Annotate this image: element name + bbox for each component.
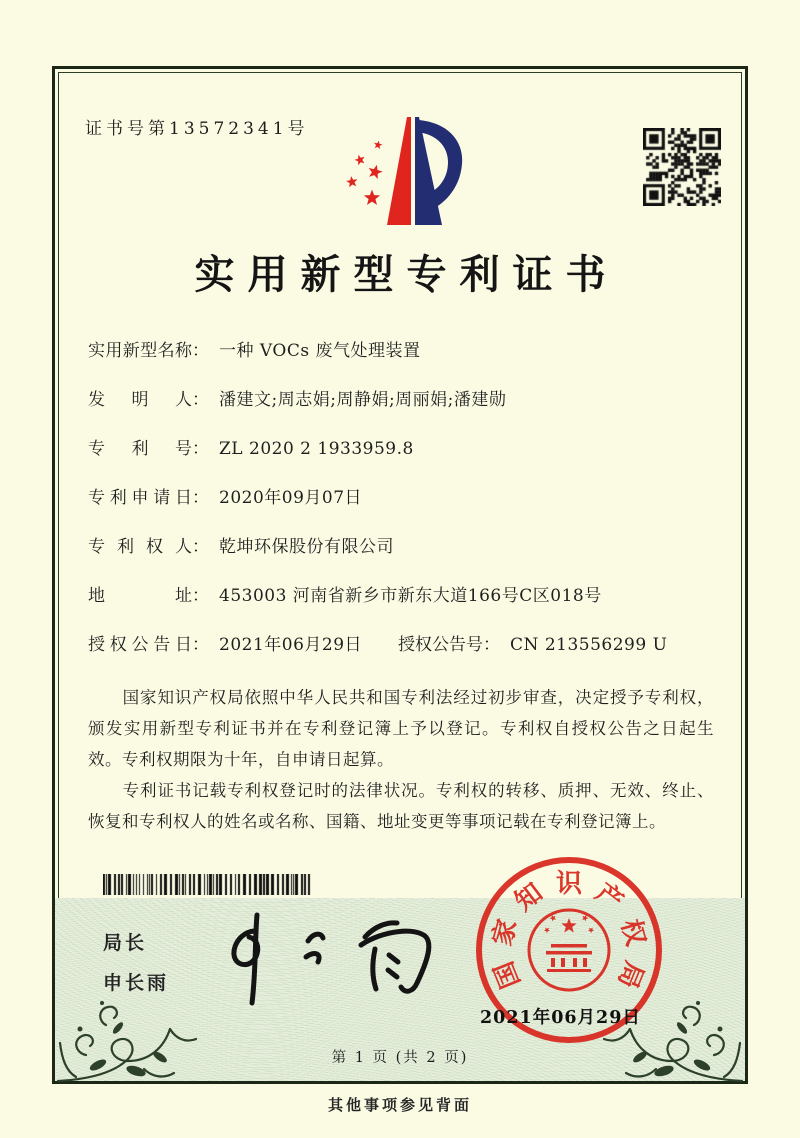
paragraph: 国家知识产权局依照中华人民共和国专利法经过初步审查，决定授予专利权，颁发实用新型专利证书并在专利登记簿上予以登记。专利权自授权公告之日起生效。专利权期限为十年，自申请日起算。 [88, 688, 714, 769]
grant-no-value: CN 213556299 U [510, 635, 668, 655]
svg-text:家: 家 [487, 916, 524, 950]
field-row: 专利申请日 ： 2020年09月07日 [88, 488, 363, 508]
field-value: ZL 2020 2 1933959.8 [219, 439, 414, 459]
grant-date-label: 授权公告日 [88, 635, 192, 655]
grant-row: 授权公告日 ： 2021年06月29日 授权公告号 ： CN 213556299 U [88, 635, 668, 655]
svg-text:知: 知 [509, 877, 549, 918]
seal-date: 2021年06月29日 [480, 1008, 641, 1028]
back-note: 其他事项参见背面 [327, 1096, 472, 1114]
svg-text:权: 权 [614, 916, 651, 950]
field-label: 专利号 [88, 439, 192, 459]
certificate-number: 证书号第13572341号 [85, 119, 309, 139]
grant-no-label: 授权公告号 [398, 635, 484, 655]
field-label: 实用新型名称 [88, 341, 192, 361]
field-row: 地址 ： 453003 河南省新乡市新东大道166号C区018号 [88, 586, 602, 606]
svg-text:产: 产 [589, 877, 629, 918]
field-value: 潘建文;周志娟;周静娟;周丽娟;潘建勋 [219, 390, 507, 410]
field-value: 453003 河南省新乡市新东大道166号C区018号 [219, 586, 602, 606]
grant-date-value: 2021年06月29日 [219, 635, 363, 655]
qr-code [643, 128, 721, 206]
field-label: 专利申请日 [88, 488, 192, 508]
field-row: 实用新型名称 ： 一种 VOCs 废气处理装置 [88, 341, 421, 361]
field-row: 专利号 ： ZL 2020 2 1933959.8 [88, 439, 414, 459]
svg-text:国: 国 [489, 957, 527, 993]
page-number: 第 1 页 (共 2 页) [331, 1050, 469, 1066]
field-value: 一种 VOCs 废气处理装置 [219, 341, 421, 361]
fields-block [88, 339, 718, 682]
signer-name: 申长雨 [103, 972, 170, 994]
handwritten-signature [205, 901, 455, 1011]
paragraph: 专利证书记载专利权登记时的法律状况。专利权的转移、质押、无效、终止、恢复和专利权人的姓名或名称、国籍、地址变更等事项记载在专利登记簿上。 [88, 781, 714, 831]
field-row: 专利权人 ： 乾坤环保股份有限公司 [88, 537, 394, 557]
legal-text [88, 682, 714, 837]
field-row: 发明人 ： 潘建文;周志娟;周静娟;周丽娟;潘建勋 [88, 390, 507, 410]
field-label: 专利权人 [88, 537, 192, 557]
signer-title: 局长 [103, 932, 148, 954]
cnipa-logo-icon [345, 107, 465, 232]
field-label: 地址 [88, 586, 192, 606]
barcode [103, 874, 311, 895]
svg-text:识: 识 [555, 869, 583, 899]
field-value: 乾坤环保股份有限公司 [219, 537, 394, 557]
field-label: 发明人 [88, 390, 192, 410]
field-value: 2020年09月07日 [219, 488, 363, 508]
corner-ornament-icon [598, 973, 748, 1085]
corner-ornament-icon [52, 973, 202, 1085]
certificate-title: 实用新型专利证书 [194, 251, 619, 298]
certificate-frame [52, 66, 748, 1084]
svg-text:局: 局 [611, 957, 649, 993]
